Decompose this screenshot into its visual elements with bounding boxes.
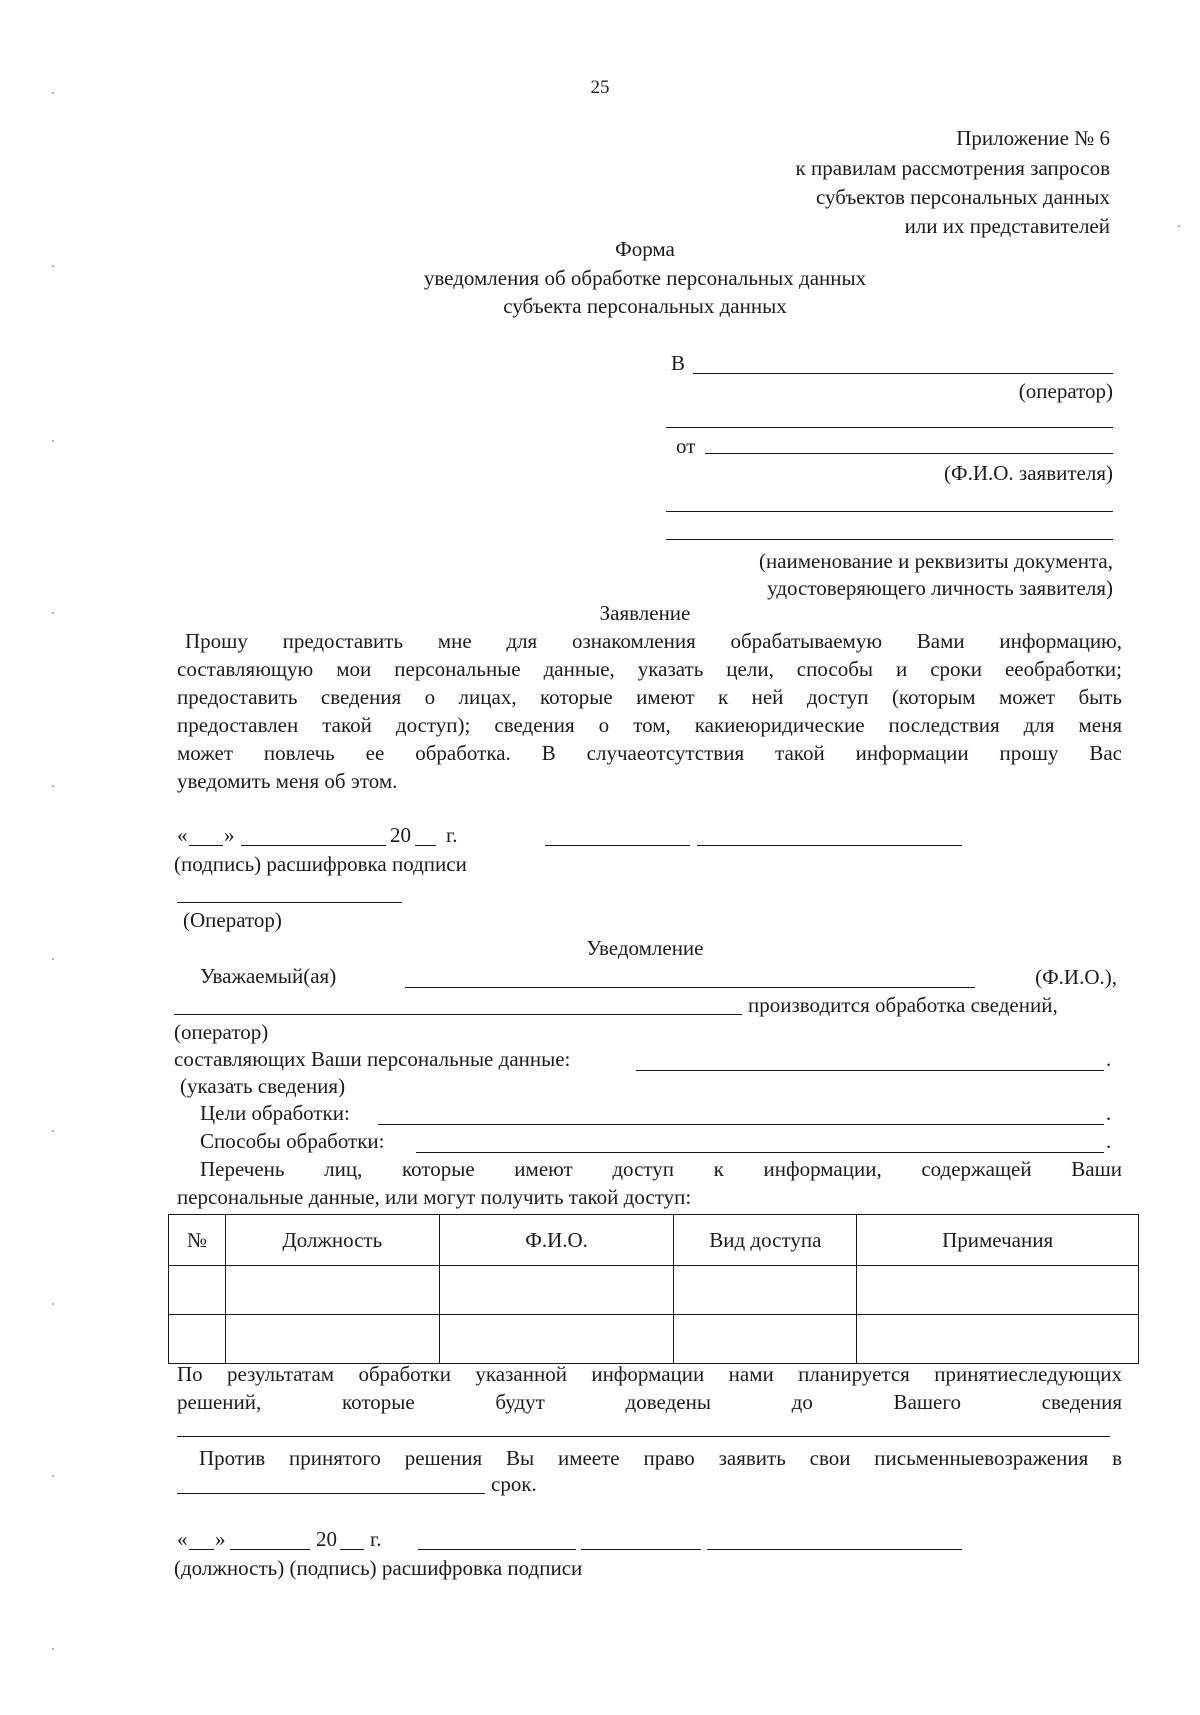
- scan-dot: [52, 612, 54, 614]
- objection-term-line: [177, 1493, 485, 1494]
- table-cell: [169, 1315, 226, 1364]
- access-table: [168, 1214, 1139, 1364]
- header-access-type: Вид доступа: [674, 1215, 857, 1266]
- signature-line: [545, 845, 690, 846]
- final-signature-caption: (должность) (подпись) расшифровка подписи: [174, 1556, 583, 1580]
- fio-caption: (Ф.И.О.),: [1035, 965, 1117, 989]
- form-title: уведомления об обработке персональных данных: [423, 266, 867, 290]
- month-line: [241, 845, 386, 846]
- table-cell: [674, 1315, 857, 1364]
- final-year-line: [340, 1549, 364, 1550]
- from-prefix: от: [676, 434, 696, 458]
- notice-operator-name-line: [174, 1014, 742, 1015]
- scan-dot: [52, 440, 54, 442]
- form-subtitle: субъекта персональных данных: [503, 294, 787, 318]
- dear-name-line: [405, 987, 975, 988]
- methods-line: [416, 1152, 1104, 1153]
- methods-period: .: [1106, 1129, 1112, 1153]
- year-line: [415, 845, 436, 846]
- to-prefix: В: [671, 351, 686, 375]
- purposes-label: Цели обработки:: [200, 1101, 350, 1125]
- persons-text: [177, 1155, 1122, 1211]
- purposes-line: [378, 1124, 1104, 1125]
- statement-title: Заявление: [599, 601, 691, 625]
- table-header-row: [169, 1215, 1139, 1266]
- objection-term-word: срок.: [491, 1472, 537, 1496]
- final-signature-line: [581, 1549, 701, 1550]
- appendix-subjects-line: субъектов персональных данных: [816, 185, 1110, 209]
- table-cell: [857, 1266, 1139, 1315]
- notice-operator-caption: (Оператор): [183, 908, 282, 932]
- header-notes: Примечания: [857, 1215, 1139, 1266]
- final-year-suffix: г.: [370, 1527, 382, 1551]
- table-cell: [857, 1315, 1139, 1364]
- scan-dot: [52, 1475, 54, 1477]
- scan-dot: [52, 92, 54, 94]
- header-position: Должность: [225, 1215, 439, 1266]
- appendix-number: Приложение № 6: [956, 126, 1110, 150]
- specify-caption: (указать сведения): [180, 1074, 346, 1098]
- statement-line: предоставить сведения о лицах, которые имеют к ней доступ (которым может быть: [177, 685, 1122, 709]
- final-date-close-quote: »: [215, 1527, 226, 1551]
- applicant-line-2: [666, 511, 1113, 512]
- composing-text: составляющих Ваши персональные данные:: [174, 1047, 571, 1071]
- purposes-period: .: [1106, 1101, 1112, 1125]
- operator-caption: (оператор): [1018, 379, 1113, 403]
- scan-dot: [52, 1303, 54, 1305]
- table-cell: [439, 1266, 674, 1315]
- table-row: [169, 1266, 1139, 1315]
- decision-line: [177, 1436, 1110, 1437]
- document-caption-1: (наименование и реквизиты документа,: [758, 549, 1113, 573]
- scan-dot: [52, 785, 54, 787]
- processing-text: производится обработка сведений,: [748, 993, 1058, 1017]
- appendix-representatives-line: или их представителей: [904, 214, 1110, 238]
- day-line: [189, 845, 223, 846]
- statement-text: [177, 627, 1122, 795]
- statement-line: может повлечь ее обработка. В случаеотсутствия такой информации прошу Вас: [177, 741, 1122, 765]
- decision-line-2: решений, которые будут доведены до Вашего сведения: [177, 1390, 1122, 1414]
- decision-line-1: По результатам обработки указанной информации нами планируется принятиеследующих: [177, 1362, 1122, 1386]
- applicant-line: [705, 453, 1113, 454]
- table-cell: [225, 1266, 439, 1315]
- scan-dot: [52, 1130, 54, 1132]
- data-period: .: [1106, 1047, 1112, 1071]
- table-cell: [439, 1315, 674, 1364]
- final-day-line: [189, 1549, 214, 1550]
- notice-title: Уведомление: [586, 936, 704, 960]
- objection-line-1: Против принятого решения Вы имеете право заявить свои письменныевозражения в: [199, 1446, 1122, 1470]
- year-prefix: 20: [390, 823, 411, 847]
- final-month-line: [230, 1549, 310, 1550]
- table-cell: [674, 1266, 857, 1315]
- applicant-caption: (Ф.И.О. заявителя): [944, 461, 1113, 485]
- document-caption-2: удостоверяющего личность заявителя): [767, 576, 1113, 600]
- decision-text: [177, 1360, 1122, 1416]
- header-fio: Ф.И.О.: [439, 1215, 674, 1266]
- year-suffix: г.: [446, 823, 458, 847]
- signature-decoding-line: [697, 845, 962, 846]
- persons-line-2: персональные данные, или могут получить такой доступ:: [177, 1185, 692, 1209]
- final-date-open-quote: «: [177, 1527, 188, 1551]
- final-decoding-line: [707, 1549, 962, 1550]
- table-row: [169, 1315, 1139, 1364]
- date-open-quote: «: [177, 823, 188, 847]
- operator-small-caption: (оператор): [174, 1020, 269, 1044]
- date-close-quote: »: [224, 823, 235, 847]
- header-number: №: [169, 1215, 226, 1266]
- operator-line-2: [666, 427, 1113, 428]
- final-position-line: [418, 1549, 576, 1550]
- scan-dot: [52, 958, 54, 960]
- final-year-prefix: 20: [316, 1527, 337, 1551]
- table-cell: [225, 1315, 439, 1364]
- scan-dot: [1178, 225, 1180, 227]
- notice-operator-line: [177, 902, 402, 903]
- methods-label: Способы обработки:: [200, 1129, 385, 1153]
- document-line: [666, 539, 1113, 540]
- dear-label: Уважаемый(ая): [200, 964, 337, 988]
- operator-line: [693, 373, 1113, 374]
- form-word: Форма: [615, 237, 675, 261]
- scan-dot: [52, 265, 54, 267]
- data-line: [636, 1070, 1104, 1071]
- statement-line: составляющую мои персональные данные, указать цели, способы и сроки ееобработки;: [177, 657, 1122, 681]
- persons-line-1: Перечень лиц, которые имеют доступ к информации, содержащей Ваши: [200, 1157, 1122, 1181]
- scan-dot: [52, 1648, 54, 1650]
- objection-text: [177, 1444, 1122, 1472]
- statement-line: уведомить меня об этом.: [177, 769, 398, 793]
- page-number: 25: [590, 77, 610, 98]
- table-cell: [169, 1266, 226, 1315]
- signature-caption: (подпись) расшифровка подписи: [174, 852, 467, 876]
- appendix-rules-line: к правилам рассмотрения запросов: [795, 156, 1110, 180]
- statement-line: Прошу предоставить мне для ознакомления обрабатываемую Вами информацию,: [185, 629, 1122, 653]
- statement-line: предоставлен такой доступ); сведения о том, какиеюридические последствия для меня: [177, 713, 1122, 737]
